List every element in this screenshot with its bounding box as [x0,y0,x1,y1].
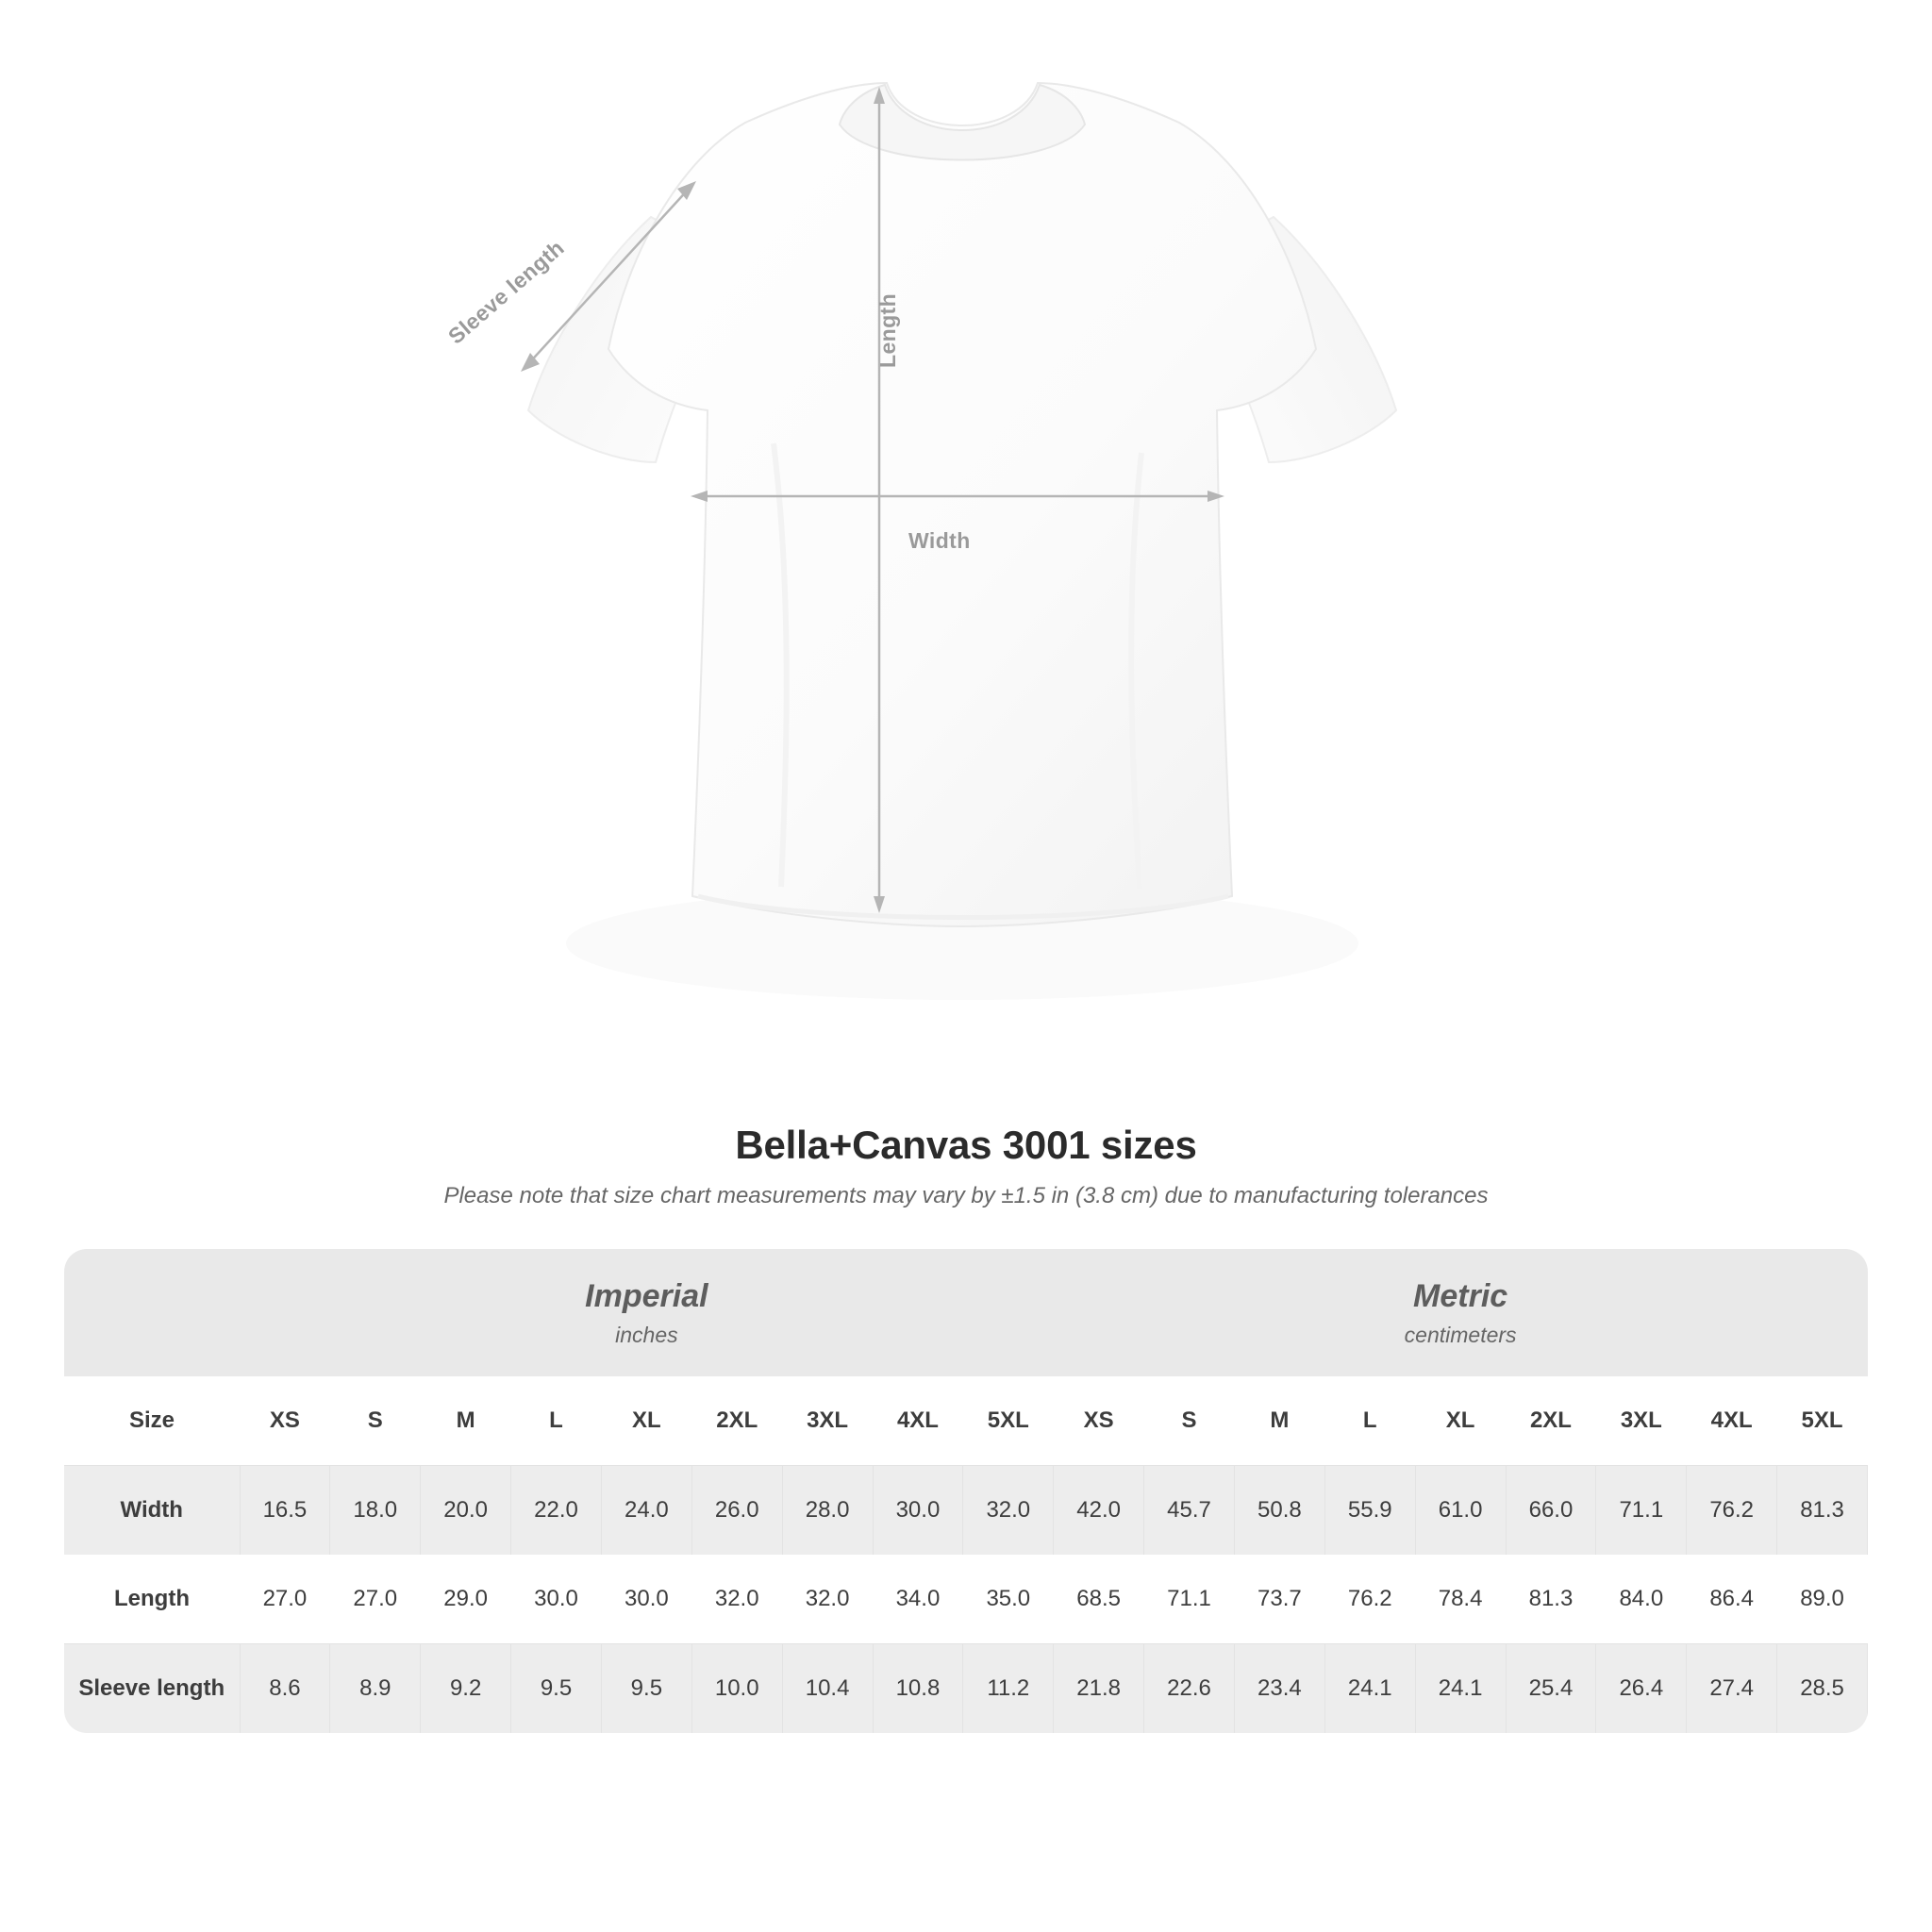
table-cell: 71.1 [1144,1555,1235,1644]
table-cell: 16.5 [240,1466,330,1556]
size-header-label: Size [64,1376,240,1466]
size-header-cell: 2XL [691,1376,782,1466]
size-header-cell: 4XL [1687,1376,1777,1466]
tolerance-note: Please note that size chart measurements may vary by ±1.5 in (3.8 cm) due to manufacturing tolerances [443,1183,1489,1208]
table-cell: 20.0 [421,1466,511,1556]
table-cell: 22.6 [1144,1644,1235,1734]
table-cell: 28.5 [1777,1644,1868,1734]
tshirt-icon [415,66,1509,1066]
size-header-cell: XL [1415,1376,1506,1466]
size-table [64,1249,1868,1733]
table-cell: 24.0 [601,1466,691,1556]
size-header-cell: M [1234,1376,1324,1466]
table-cell: 73.7 [1234,1555,1324,1644]
sleeve-length-dimension-label: Sleeve length [443,235,569,349]
table-cell: 24.1 [1415,1644,1506,1734]
size-header-cell: S [1144,1376,1235,1466]
title-block [0,1123,1932,1209]
metric-unit-header [1054,1249,1868,1376]
table-cell: 30.0 [511,1555,602,1644]
page-title: Bella+Canvas 3001 sizes [735,1123,1197,1167]
table-cell: 26.0 [691,1466,782,1556]
table-cell: 9.5 [601,1644,691,1734]
table-cell: 71.1 [1596,1466,1687,1556]
table-cell: 8.6 [240,1644,330,1734]
table-cell: 68.5 [1054,1555,1144,1644]
table-cell: 81.3 [1506,1555,1596,1644]
row-label-sleeve-length: Sleeve length [64,1644,240,1734]
size-header-cell: L [1324,1376,1415,1466]
table-cell: 30.0 [601,1555,691,1644]
table-cell: 11.2 [963,1644,1054,1734]
table-cell: 78.4 [1415,1555,1506,1644]
tshirt-graphic [415,66,1509,1066]
table-cell: 66.0 [1506,1466,1596,1556]
table-cell: 32.0 [691,1555,782,1644]
table-cell: 9.5 [511,1644,602,1734]
table-row [64,1644,1868,1734]
metric-unit-sub: centimeters [1404,1322,1517,1347]
table-cell: 9.2 [421,1644,511,1734]
table-cell: 86.4 [1687,1555,1777,1644]
width-dimension-label: Width [908,528,971,553]
table-cell: 32.0 [782,1555,873,1644]
size-header-cell: XS [1054,1376,1144,1466]
table-cell: 21.8 [1054,1644,1144,1734]
size-header-cell: 5XL [963,1376,1054,1466]
table-cell: 22.0 [511,1466,602,1556]
size-header-cell: 3XL [1596,1376,1687,1466]
table-cell: 28.0 [782,1466,873,1556]
size-header-cell: XL [601,1376,691,1466]
unit-header-row [64,1249,1868,1376]
size-header-cell: S [330,1376,421,1466]
size-header-cell: 4XL [873,1376,963,1466]
table-cell: 29.0 [421,1555,511,1644]
imperial-unit-title: Imperial [585,1277,708,1314]
table-cell: 45.7 [1144,1466,1235,1556]
size-header-cell: XS [240,1376,330,1466]
size-header-cell: L [511,1376,602,1466]
imperial-unit-sub: inches [615,1322,678,1347]
metric-unit-title: Metric [1413,1277,1508,1314]
table-cell: 25.4 [1506,1644,1596,1734]
table-cell: 27.4 [1687,1644,1777,1734]
table-cell: 42.0 [1054,1466,1144,1556]
table-cell: 76.2 [1687,1466,1777,1556]
table-row [64,1555,1868,1644]
row-label-width: Width [64,1466,240,1556]
table-cell: 34.0 [873,1555,963,1644]
table-cell: 8.9 [330,1644,421,1734]
table-cell: 24.1 [1324,1644,1415,1734]
table-cell: 27.0 [240,1555,330,1644]
table-cell: 89.0 [1777,1555,1868,1644]
table-cell: 27.0 [330,1555,421,1644]
size-header-cell: 5XL [1777,1376,1868,1466]
size-header-cell: 2XL [1506,1376,1596,1466]
size-header-cell: M [421,1376,511,1466]
table-cell: 10.4 [782,1644,873,1734]
table-cell: 30.0 [873,1466,963,1556]
table-cell: 32.0 [963,1466,1054,1556]
table-cell: 55.9 [1324,1466,1415,1556]
table-cell: 84.0 [1596,1555,1687,1644]
table-cell: 18.0 [330,1466,421,1556]
table-cell: 76.2 [1324,1555,1415,1644]
table-cell: 61.0 [1415,1466,1506,1556]
row-label-length: Length [64,1555,240,1644]
table-cell: 26.4 [1596,1644,1687,1734]
imperial-unit-header [240,1249,1054,1376]
table-cell: 35.0 [963,1555,1054,1644]
size-header-row [64,1376,1868,1466]
size-header-cell: 3XL [782,1376,873,1466]
table-cell: 10.0 [691,1644,782,1734]
table-cell: 50.8 [1234,1466,1324,1556]
table-cell: 23.4 [1234,1644,1324,1734]
table-row [64,1466,1868,1556]
table-cell: 81.3 [1777,1466,1868,1556]
table-cell: 10.8 [873,1644,963,1734]
length-dimension-label: Length [875,292,900,368]
table-corner-cell [64,1249,240,1376]
size-table-container [64,1249,1868,1733]
